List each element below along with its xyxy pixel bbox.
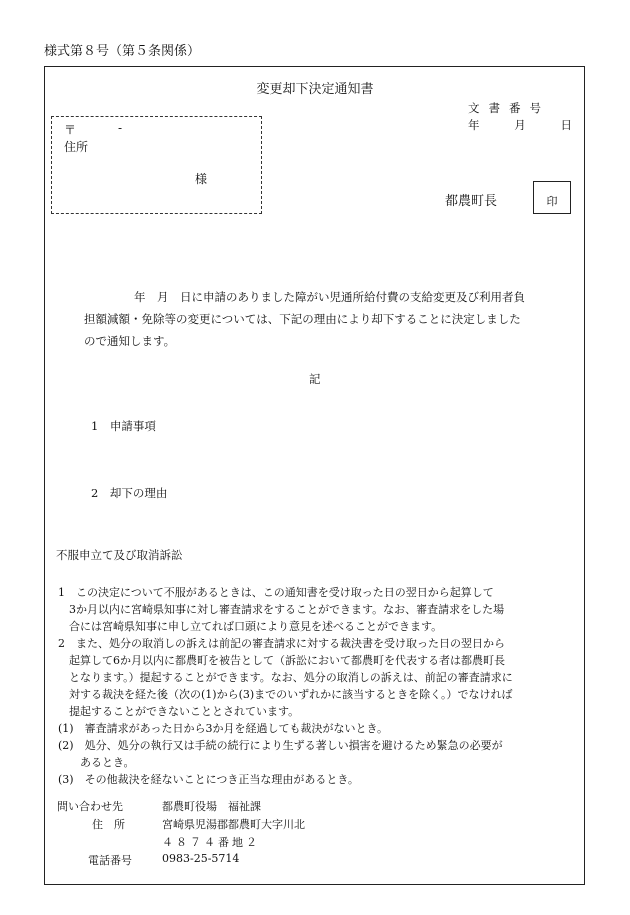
contact-office: 都農町役場 福祉課 — [162, 800, 261, 813]
seal-box — [533, 181, 571, 214]
issuer-name: 都農町長 — [445, 194, 498, 209]
appeal-line-3: 合には宮崎県知事に申し立てれば口頭により意見を述べることができます。 — [58, 620, 443, 633]
appeal-line-7: 対する裁決を経た後（次の(1)から(3)までのいずれかに該当するときを除く。）でなければ — [58, 688, 513, 701]
document-title: 変更却下決定通知書 — [256, 82, 374, 97]
contact-address-2: ４８７４番地２ — [162, 836, 260, 849]
seal-label: 印 — [546, 194, 558, 208]
recipient-address-box — [51, 116, 262, 214]
contact-address-1: 宮崎県児湯郡都農町大字川北 — [162, 818, 305, 831]
body-line-3: ので通知します。 — [84, 334, 176, 348]
appeal-line-4: 2 また、処分の取消しの訴えは前記の審査請求に対する裁決書を受け取った日の翌日から — [58, 637, 505, 650]
document-number-label: 文書番号 — [468, 101, 550, 115]
appeal-line-8: 提起することができないこととされています。 — [58, 705, 300, 718]
contact-phone-label: 電話番号 — [88, 854, 132, 867]
form-number: 様式第８号（第５条関係） — [44, 44, 201, 59]
contact-address-label: 住 所 — [92, 818, 125, 831]
appeal-line-2: 3か月以内に宮崎県知事に対し審査請求をすることができます。なお、審査請求をした場 — [58, 603, 505, 616]
body-line-2: 担額減額・免除等の変更については、下記の理由により却下することに決定しました — [84, 312, 521, 326]
postal-dash: - — [118, 121, 123, 135]
body-line-1: 年 月 日に申請のありました障がい児通所給付費の支給変更及び利用者負 — [134, 290, 525, 304]
appeal-line-6: となります。）提起することができます。なお、処分の取消しの訴えは、前記の審査請求に — [58, 671, 513, 684]
contact-label: 問い合わせ先 — [57, 800, 123, 813]
appeal-line-10: (2) 処分、処分の執行又は手続の続行により生ずる著しい損害を避けるため緊急の必要が — [58, 739, 503, 752]
date-month: 月 — [514, 118, 526, 132]
postal-mark: 〒 — [64, 123, 77, 137]
contact-phone: 0983-25-5714 — [162, 852, 240, 865]
appeal-line-11: あるとき。 — [58, 756, 135, 769]
ki-marker: 記 — [309, 372, 321, 386]
address-label: 住所 — [64, 140, 89, 154]
recipient-honorific: 様 — [195, 172, 208, 186]
appeal-line-9: (1) 審査請求があった日から3か月を経過しても裁決がないとき。 — [58, 722, 389, 735]
appeal-line-12: (3) その他裁決を経ないことにつき正当な理由があるとき。 — [58, 773, 359, 786]
date-year: 年 — [468, 118, 480, 132]
appeal-line-1: 1 この決定について不服があるときは、この通知書を受け取った日の翌日から起算して — [58, 586, 494, 599]
item-reason: 2 却下の理由 — [91, 486, 168, 500]
appeal-line-5: 起算して6か月以内に都農町を被告として（訴訟において都農町を代表する者は都農町長 — [58, 654, 505, 667]
date-line — [468, 117, 572, 133]
item-application: 1 申請事項 — [91, 419, 156, 433]
date-day: 日 — [560, 118, 572, 132]
appeal-heading: 不服申立て及び取消訴訟 — [56, 548, 183, 562]
